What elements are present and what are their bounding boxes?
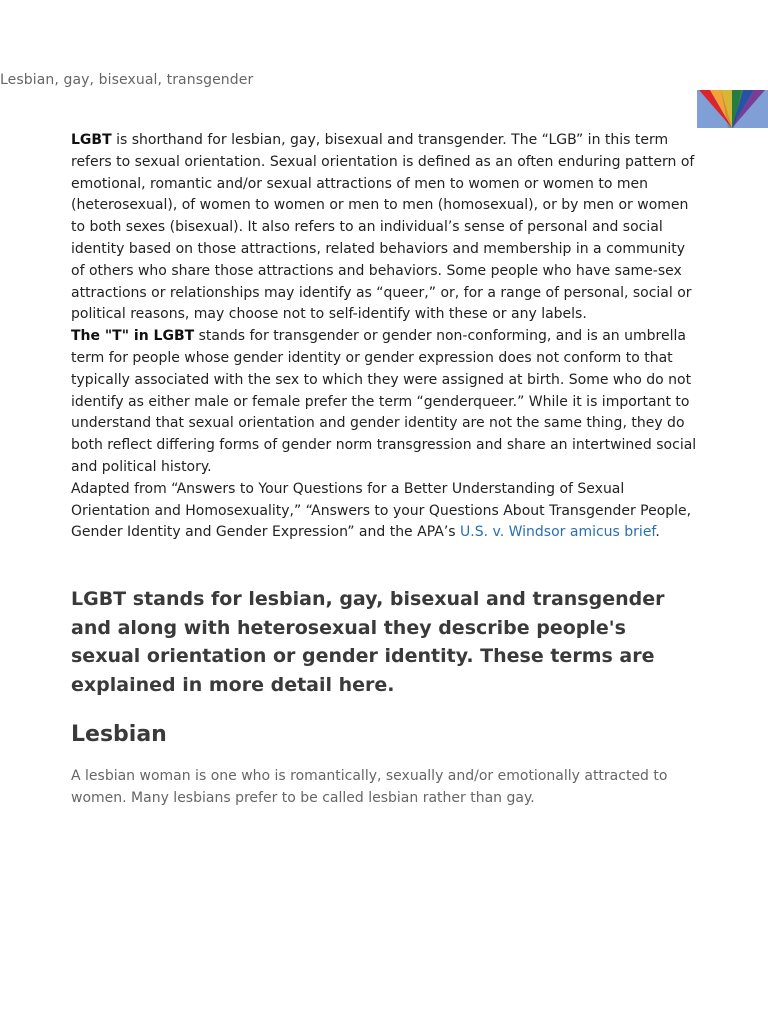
- rainbow-balloon-photo-icon: [697, 90, 768, 128]
- source-note-text: Adapted from “Answers to Your Questions for a Better Understanding of Sexual Orientation and Homosexuality,” “Answers to your Questions About Transgender People, Gender Identity and Gender Expression” and the APA’s: [71, 480, 692, 541]
- lead-paragraph: LGBT stands for lesbian, gay, bisexual and transgender and along with heterosexual they describe people's sexual orientation or gender identity. These terms are explained in more detail here.: [71, 588, 665, 696]
- lgbt-definition: is shorthand for lesbian, gay, bisexual and transgender. The “LGB” in this term refers to sexual orientation. Sexual orientation is defined as an often enduring pattern of emotional, romantic and/or sexual attractions of men to women or women to men (heterosexual), of women to women or men to men (homosexual), or by men or women to both sexes (bisexual). It also refers to an individual’s sense of personal and social identity based on those attractions, related behaviors and membership in a community of others who share those attractions and behaviors. Some people who have same-sex attractions or relationships may identify as “queer,” or, for a range of personal, social or political reasons, may choose not to self-identify with these or any labels.: [71, 132, 695, 323]
- intro-paragraph-t: [71, 326, 701, 479]
- intro-paragraph-lgbt: [71, 130, 701, 326]
- windsor-amicus-link[interactable]: U.S. v. Windsor amicus brief: [460, 524, 656, 541]
- corner-image: [697, 90, 768, 128]
- t-definition: stands for transgender or gender non-conforming, and is an umbrella term for people whose gender identity or gender expression does not conform to that typically associated with the sex to which they were assigned at birth. Some who do not identify as either male or female prefer the term “genderqueer.” While it is important to understand that sexual orientation and gender identity are not the same thing, they do both reflect differing forms of gender norm transgression and share an intertwined social and political history.: [71, 328, 697, 475]
- lesbian-description: A lesbian woman is one who is romantically, sexually and/or emotionally attracted to women. Many lesbians prefer to be called lesbian rather than gay.: [71, 768, 668, 806]
- lesbian-heading: Lesbian: [71, 722, 167, 748]
- main-content: [71, 130, 701, 810]
- source-note-end: .: [655, 524, 660, 541]
- source-note: [71, 479, 701, 544]
- lgbt-term: LGBT: [71, 132, 112, 148]
- document-header-title: Lesbian, gay, bisexual, transgender: [0, 72, 254, 88]
- t-in-lgbt-term: The "T" in LGBT: [71, 328, 195, 345]
